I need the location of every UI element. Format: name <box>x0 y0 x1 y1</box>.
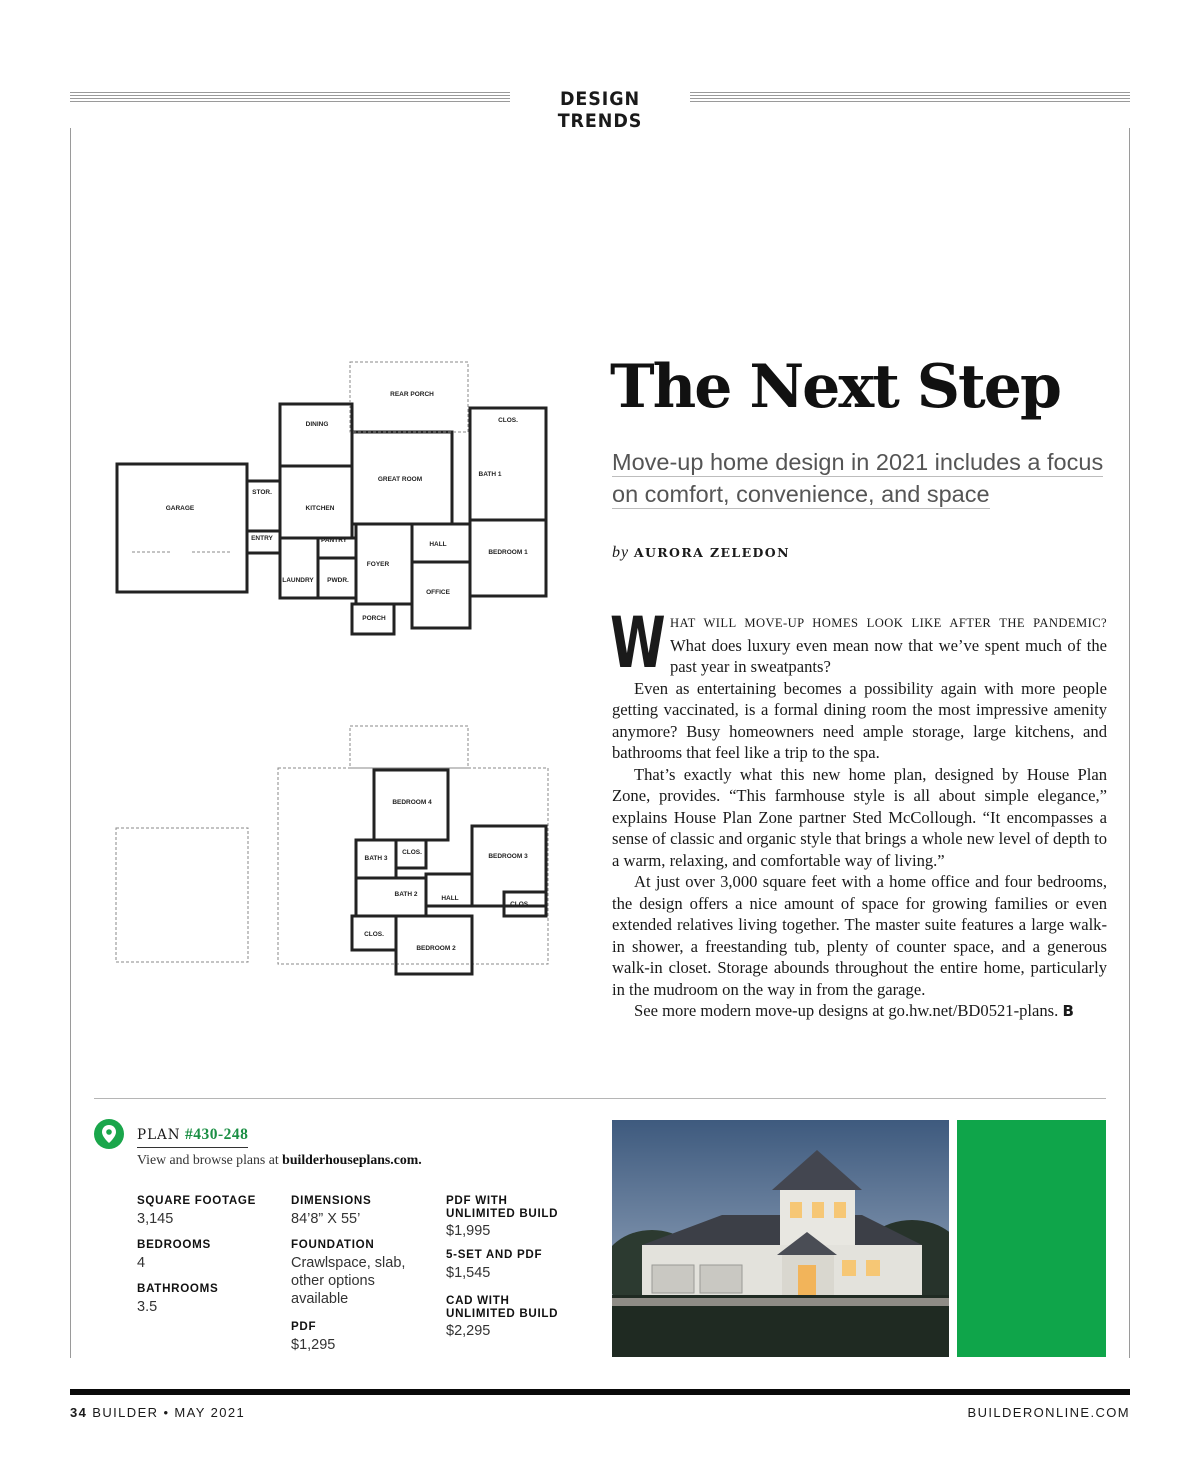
paragraph-5-text: See more modern move-up designs at go.hw.net/BD0521-plans. <box>634 1001 1059 1020</box>
byline-prefix: by <box>612 544 630 561</box>
plan-label-dining: DINING <box>305 421 329 428</box>
paragraph-4: At just over 3,000 square feet with a home office and four bedrooms, the design offers a nice amount of space for growing families or even extended relatives living together. The master suite features a large walk-in shower, a freestanding tub, plenty of counter space, and a generous walk-in closet. Storage abounds throughout the entire home, particularly in the mudroom on the way in from the garage. <box>612 872 1107 999</box>
plan-label-great-room: GREAT ROOM <box>377 476 423 483</box>
plan-label-entry: ENTRY <box>251 535 273 542</box>
site-url[interactable]: BUILDERONLINE.COM <box>967 1405 1130 1420</box>
footer-bar <box>70 1389 1130 1395</box>
plan-label-pantry: PANTRY <box>321 537 347 544</box>
plan-note-link[interactable]: builderhouseplans.com. <box>282 1152 422 1167</box>
paragraph-5 <box>612 1000 1107 1023</box>
upper-label-clos2: CLOS. <box>510 901 530 908</box>
spec-label: BATHROOMS <box>137 1282 219 1295</box>
spec-value: 4 <box>137 1254 146 1271</box>
footer-left <box>70 1405 245 1420</box>
garage-walls <box>117 464 247 592</box>
upper-floor-plan <box>112 724 552 1014</box>
spec-value: $2,295 <box>446 1323 491 1339</box>
spec-cad-unlimited <box>446 1295 566 1340</box>
byline <box>612 544 790 562</box>
spec-dimensions <box>291 1195 371 1228</box>
paragraph-1-rest: What does luxury even mean now that we’ve spent much of the past year in sweatpants? <box>670 635 1107 676</box>
right-border <box>1129 128 1130 1358</box>
upper-label-bedroom2: BEDROOM 2 <box>416 945 456 952</box>
spec-bathrooms <box>137 1283 218 1316</box>
plan-label-laundry: LAUNDRY <box>282 577 314 584</box>
spec-label: BEDROOMS <box>137 1238 211 1251</box>
spec-label: FOUNDATION <box>291 1238 375 1251</box>
spec-foundation <box>291 1239 431 1308</box>
spec-bedrooms <box>137 1239 211 1272</box>
spec-pdf-unlimited <box>446 1195 566 1240</box>
spec-value: 84’8” X 55’ <box>291 1210 361 1227</box>
spec-label: DIMENSIONS <box>291 1194 372 1207</box>
spec-label: 5-SET AND PDF <box>446 1248 543 1261</box>
lead-in-caps: HAT WILL MOVE-UP HOMES LOOK LIKE AFTER THE PANDEMIC? <box>670 616 1107 630</box>
house-photo <box>612 1120 949 1357</box>
plan-note <box>137 1152 422 1168</box>
plan-note-prefix: View and browse plans at <box>137 1152 279 1167</box>
spec-five-set <box>446 1249 542 1282</box>
plan-label-pwdr: PWDR. <box>327 577 349 584</box>
article-title: The Next Step <box>610 352 1060 422</box>
accent-green-panel <box>957 1120 1106 1357</box>
subtitle-line-1: Move-up home design in 2021 includes a focus <box>612 449 1104 475</box>
upper-label-bedroom3: BEDROOM 3 <box>488 853 528 860</box>
plan-label-bedroom1: BEDROOM 1 <box>488 549 528 556</box>
spec-value: $1,295 <box>291 1336 336 1353</box>
spec-label: PDF WITH UNLIMITED BUILD <box>446 1194 559 1220</box>
upper-label-bath2: BATH 2 <box>394 891 418 898</box>
plan-label-office: OFFICE <box>426 589 450 596</box>
spec-label: SQUARE FOOTAGE <box>137 1194 257 1207</box>
plan-label-hall: HALL <box>429 541 447 548</box>
spec-value: $1,545 <box>446 1264 491 1281</box>
location-pin-icon <box>94 1119 124 1149</box>
plan-label-bath1: BATH 1 <box>478 471 502 478</box>
spec-value: 3,145 <box>137 1210 174 1227</box>
plan-divider <box>94 1098 1106 1099</box>
spec-square-footage <box>137 1195 256 1228</box>
plan-label-clos: CLOS. <box>498 417 518 424</box>
upper-label-clos1: CLOS. <box>402 849 422 856</box>
upper-label-bedroom4: BEDROOM 4 <box>392 799 432 806</box>
paragraph-2: Even as entertaining becomes a possibility again with more people getting vaccinated, is a formal dining room the most impressive amenity anymore? Busy homeowners need ample storage, large kitchens, and bathrooms that feel like a trip to the spa. <box>612 678 1107 762</box>
article-subtitle <box>612 446 1112 510</box>
left-border <box>70 128 71 1358</box>
header-rule-left <box>70 92 510 106</box>
spec-value: 3.5 <box>137 1298 158 1315</box>
spec-label: CAD WITH UNLIMITED BUILD <box>446 1294 559 1320</box>
upper-label-clos3: CLOS. <box>364 931 384 938</box>
author-name: AURORA ZELEDON <box>633 545 790 560</box>
plan-label-garage: GARAGE <box>165 505 195 512</box>
plan-label-foyer: FOYER <box>366 561 390 568</box>
publication-issue: BUILDER • MAY 2021 <box>92 1405 246 1420</box>
spec-value: $1,995 <box>446 1223 491 1239</box>
paragraph-3: That’s exactly what this new home plan, designed by House Plan Zone, provides. “This farmhouse style is all about simple elegance,” explains House Plan Zone partner Sted McCollough. “It encompasses a sense of classic and organic style that brings a whole new level of depth to a warm, relaxing, and comfortable way of living.” <box>612 764 1107 870</box>
plan-label: PLAN <box>137 1127 181 1143</box>
article-body <box>610 602 1107 1023</box>
upper-label-bath3: BATH 3 <box>364 855 388 862</box>
plan-label-rear-porch: REAR PORCH <box>390 391 434 398</box>
spec-pdf <box>291 1321 335 1354</box>
plan-label-stor: STOR. <box>252 489 272 496</box>
subtitle-line-2: on comfort, convenience, and space <box>612 481 990 507</box>
spec-label: PDF <box>291 1320 317 1333</box>
header-rule-right <box>690 92 1130 106</box>
paragraph-1 <box>610 602 1107 684</box>
spec-value: Crawlspace, slab, other options available <box>291 1254 406 1307</box>
end-mark: B <box>1062 1002 1074 1020</box>
plan-number[interactable]: #430-248 <box>185 1126 249 1143</box>
plan-title <box>137 1126 248 1148</box>
section-label: DESIGN TRENDS <box>557 88 643 132</box>
page-number: 34 <box>70 1405 88 1420</box>
plan-label-porch: PORCH <box>362 615 386 622</box>
main-floor-plan <box>112 356 552 646</box>
upper-label-hall: HALL <box>441 895 459 902</box>
drop-cap: W <box>610 602 666 684</box>
plan-label-kitchen: KITCHEN <box>305 505 335 512</box>
